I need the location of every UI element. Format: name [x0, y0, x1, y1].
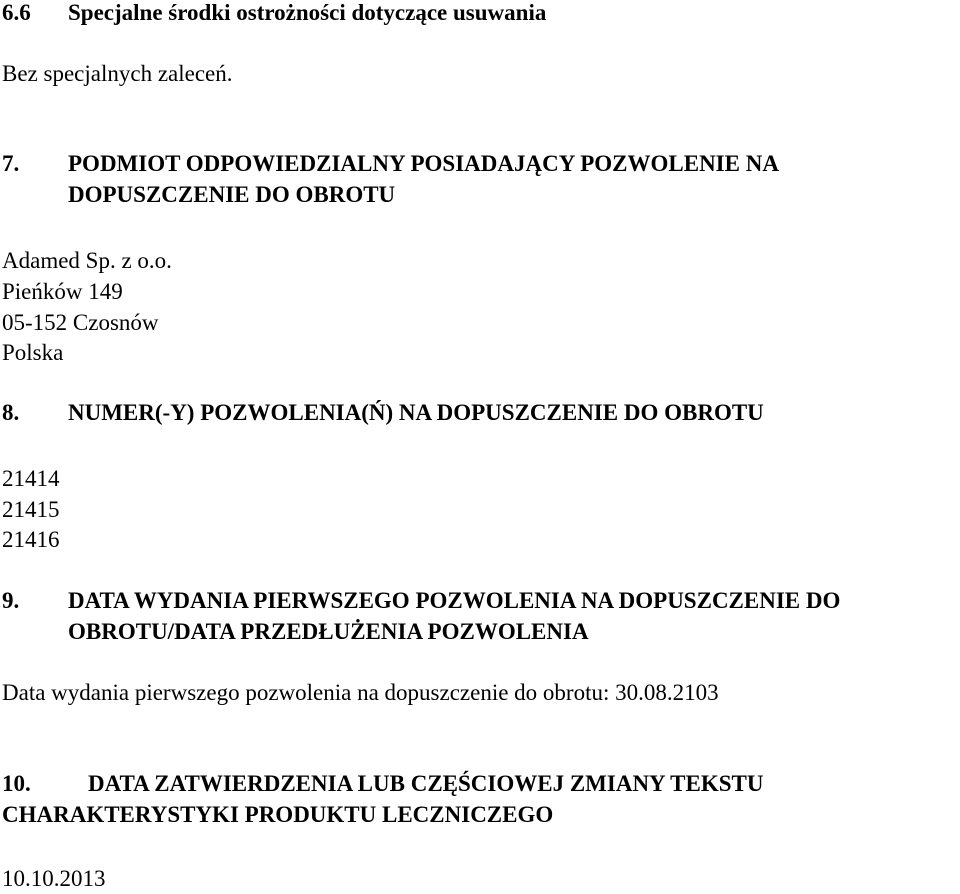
section-title-line-2: DOPUSZCZENIE DO OBROTU — [68, 182, 396, 207]
section-title-line-1: PODMIOT ODPOWIEDZIALNY POSIADAJĄCY POZWOLENIE NA — [68, 151, 779, 176]
section-10-heading-line-2: CHARAKTERYSTYKI PRODUKTU LECZNICZEGO — [2, 802, 554, 827]
section-6-6-heading — [2, 0, 546, 28]
authorization-number: 21416 — [2, 527, 60, 552]
section-number: 6.6 — [2, 0, 31, 25]
section-number: 7. — [2, 151, 20, 176]
authorization-number: 21415 — [2, 497, 60, 522]
section-6-6-body: Bez specjalnych zaleceń. — [2, 61, 233, 86]
section-10-heading — [2, 768, 763, 799]
address-line: Pieńków 149 — [2, 279, 123, 304]
revision-date: 10.10.2013 — [2, 866, 106, 891]
section-9-heading-line-2 — [2, 616, 589, 647]
address-line: Polska — [2, 340, 64, 365]
section-7-heading-line-2 — [2, 179, 395, 210]
section-7-heading — [2, 148, 779, 179]
section-number: 10. — [2, 771, 31, 796]
section-title-line-1: DATA ZATWIERDZENIA LUB CZĘŚCIOWEJ ZMIANY TEKSTU — [88, 771, 764, 796]
section-number: 8. — [2, 400, 20, 425]
address-line: Adamed Sp. z o.o. — [2, 248, 172, 273]
section-number: 9. — [2, 588, 20, 613]
section-title-line-1: DATA WYDANIA PIERWSZEGO POZWOLENIA NA DOPUSZCZENIE DO — [68, 588, 841, 613]
address-line: 05-152 Czosnów — [2, 310, 159, 335]
section-title-line-2: OBROTU/DATA PRZEDŁUŻENIA POZWOLENIA — [68, 619, 589, 644]
section-title: Specjalne środki ostrożności dotyczące usuwania — [68, 0, 547, 25]
first-authorization-date: Data wydania pierwszego pozwolenia na dopuszczenie do obrotu: 30.08.2103 — [2, 680, 719, 705]
authorization-number: 21414 — [2, 466, 60, 491]
section-title: NUMER(-Y) POZWOLENIA(Ń) NA DOPUSZCZENIE DO OBROTU — [68, 400, 764, 425]
section-8-heading — [2, 397, 764, 428]
section-9-heading — [2, 585, 840, 616]
